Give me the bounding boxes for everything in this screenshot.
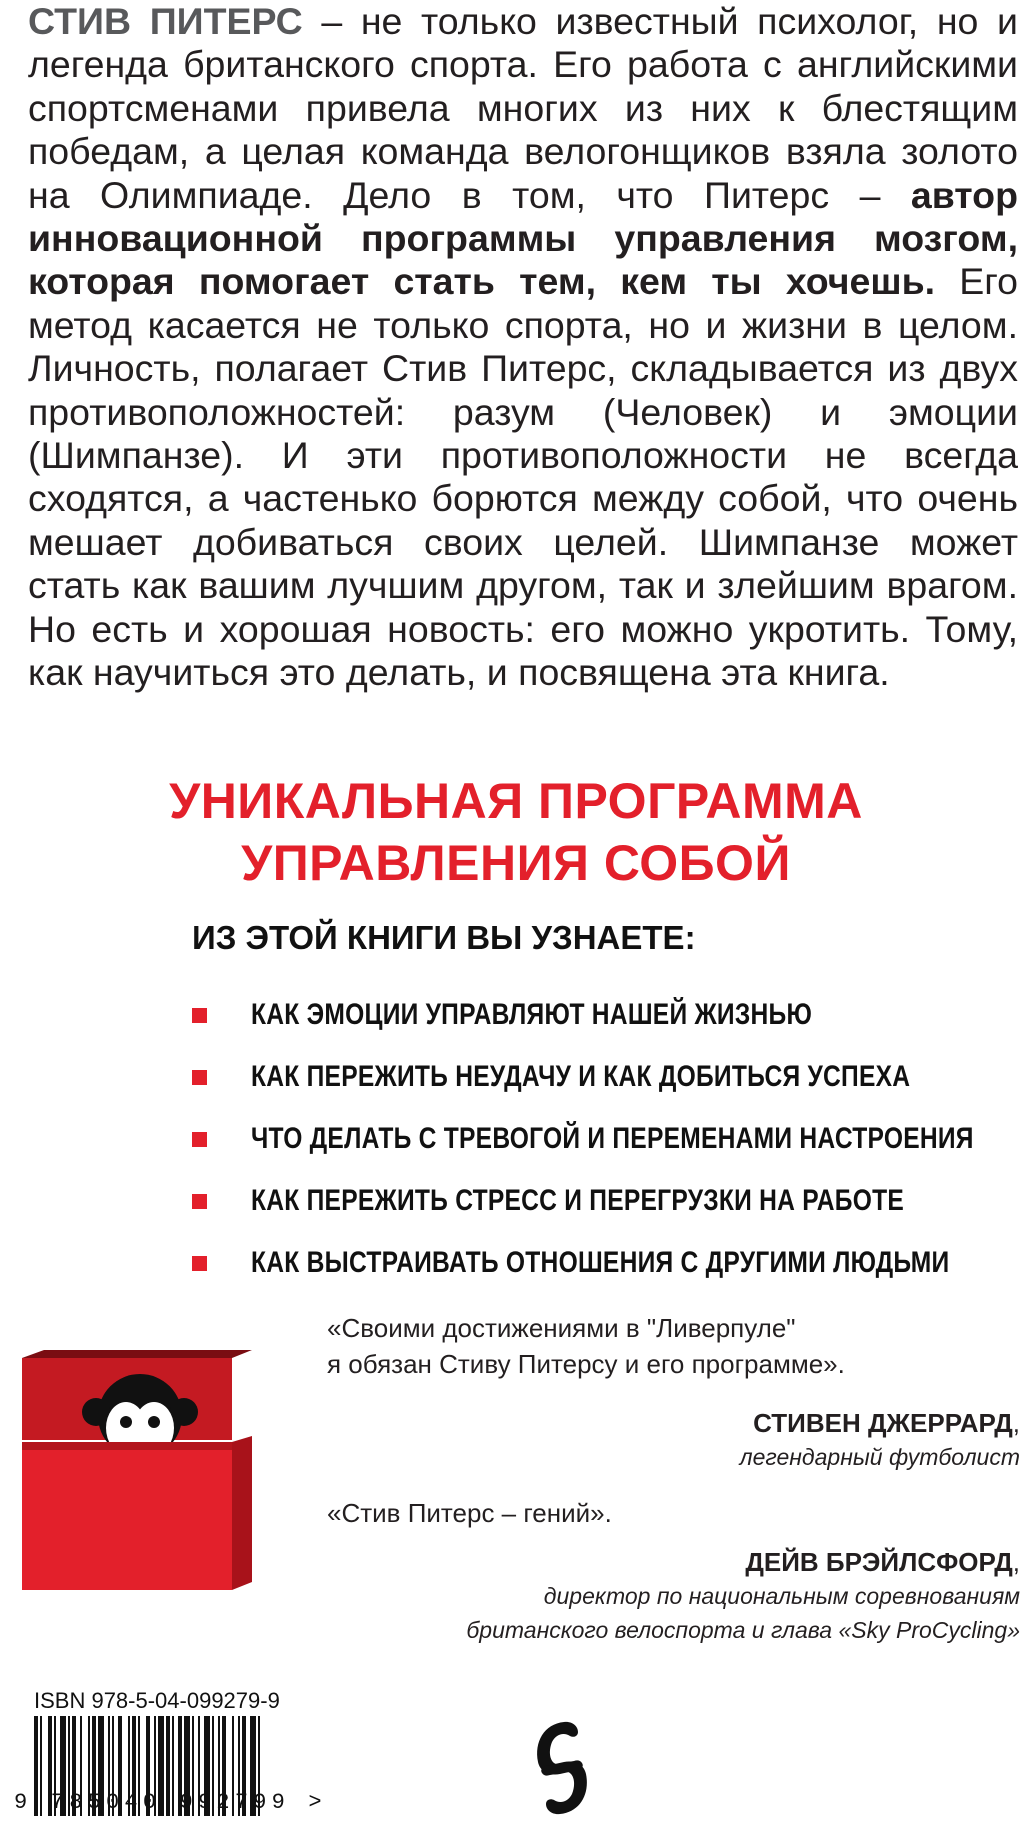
list-item-text: КАК ЭМОЦИИ УПРАВЛЯЮТ НАШЕЙ ЖИЗНЬЮ (251, 998, 813, 1031)
learn-title: ИЗ ЭТОЙ КНИГИ ВЫ УЗНАЕТЕ: (192, 919, 696, 956)
learn-list (192, 984, 1012, 1294)
bullet-square-icon (192, 1132, 207, 1147)
headline-line-2: УПРАВЛЕНИЯ СОБОЙ (241, 835, 791, 891)
quote-2-role-1: директор по национальным соревнованиям (543, 1583, 1020, 1609)
list-item-text: ЧТО ДЕЛАТЬ С ТРЕВОГОЙ И ПЕРЕМЕНАМИ НАСТРОЕНИЯ (251, 1122, 974, 1155)
quote-2-role-2: британского велоспорта и глава «Sky ProCycling» (466, 1617, 1020, 1643)
quote-1-line-1: «Своими достижениями в "Ливерпуле" (327, 1313, 796, 1343)
quote-1-name: СТИВЕН ДЖЕРРАРД (753, 1408, 1013, 1438)
list-item (192, 984, 1012, 1046)
list-item (192, 1170, 1012, 1232)
bullet-square-icon (192, 1194, 207, 1209)
book-description (28, 0, 1018, 695)
description-part-1: – не только известный психолог, но и легенда британского спорта. Его работа с английскими спортсменами привела многих из них к блестящим победам, а целая команда велогонщиков взяла золото на Олимпиаде. Дело в том, что Питерс – (28, 0, 1018, 216)
quote-1 (327, 1310, 845, 1382)
quote-1-attribution: СТИВЕН ДЖЕРРАРД, легендарный футболист (740, 1406, 1020, 1474)
headline-line-1: УНИКАЛЬНАЯ ПРОГРАММА (169, 773, 863, 829)
quote-2 (327, 1495, 612, 1531)
quote-2-name: ДЕЙВ БРЭЙЛСФОРД (745, 1547, 1013, 1577)
quote-1-line-2: я обязан Стиву Питерсу и его программе». (327, 1349, 845, 1379)
quote-2-line-1: «Стив Питерс – гений». (327, 1498, 612, 1528)
chimp-in-box-illustration (22, 1350, 252, 1590)
quote-1-role: легендарный футболист (739, 1444, 1020, 1470)
list-item-text: КАК ПЕРЕЖИТЬ СТРЕСС И ПЕРЕГРУЗКИ НА РАБОТЕ (251, 1184, 905, 1217)
bullet-square-icon (192, 1070, 207, 1085)
list-item (192, 1108, 1012, 1170)
list-item (192, 1232, 1012, 1294)
isbn-label: ISBN 978-5-04-099279-9 (34, 1688, 280, 1713)
barcode-digits: 9 785040 992799 > (14, 1790, 327, 1815)
list-item-text: КАК ВЫСТРАИВАТЬ ОТНОШЕНИЯ С ДРУГИМИ ЛЮДЬМИ (251, 1246, 950, 1279)
description-bold: автор инновационной программы управления мозгом, которая помогает стать тем, кем ты хочешь. (28, 173, 1018, 303)
list-item (192, 1046, 1012, 1108)
author-name: СТИВ ПИТЕРС (28, 0, 303, 42)
publisher-logo-icon (530, 1718, 594, 1818)
description-part-2: Его метод касается не только спорта, но и жизни в целом. Личность, полагает Стив Питерс, складывается из двух противоположностей: разум (Человек) и эмоции (Шимпанзе). И эти противоположности не всегда сходятся, а частенько борются между собой, что очень мешает добиваться своих целей. Шимпанзе может стать как вашим лучшим другом, так и злейшим врагом. Но есть и хорошая новость: его можно укротить. Тому, как научиться это делать, и посвящена эта книга. (28, 260, 1018, 694)
list-item-text: КАК ПЕРЕЖИТЬ НЕУДАЧУ И КАК ДОБИТЬСЯ УСПЕХА (251, 1060, 911, 1093)
quote-2-attribution: ДЕЙВ БРЭЙЛСФОРД, директор по национальным соревнованиям британского велоспорта и глава «Sky ProCycling» (466, 1545, 1020, 1647)
bullet-square-icon (192, 1256, 207, 1271)
bullet-square-icon (192, 1008, 207, 1023)
